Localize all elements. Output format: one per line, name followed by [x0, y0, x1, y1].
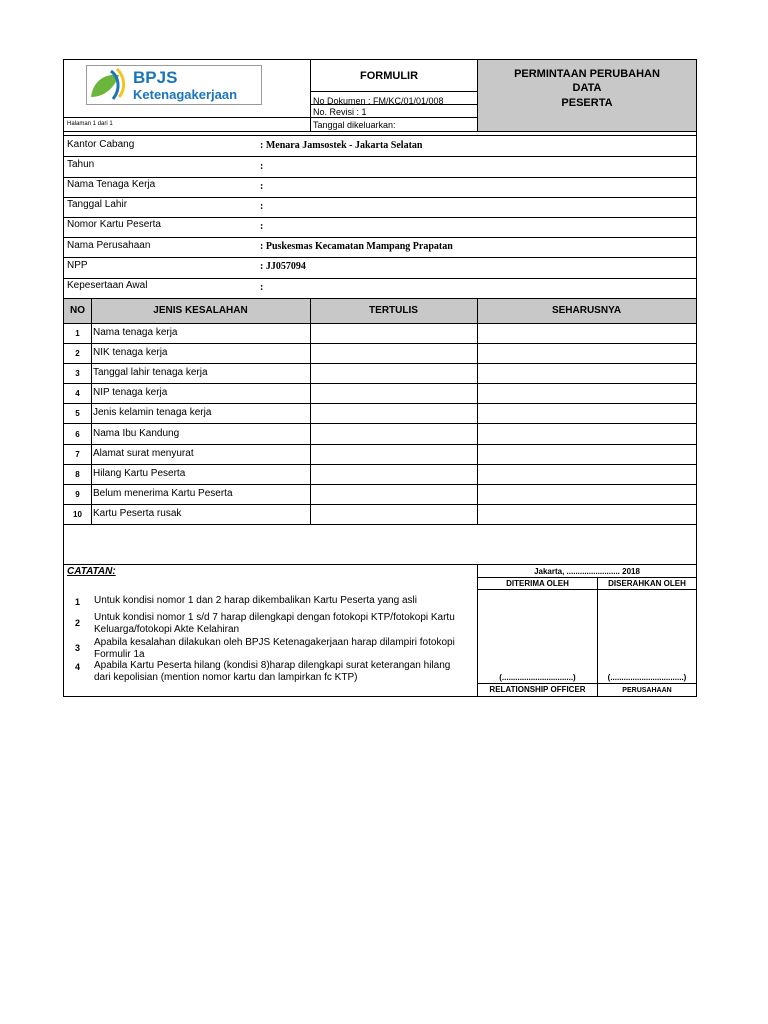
- info-value-nomor-kartu[interactable]: :: [260, 221, 264, 232]
- info-value-tahun[interactable]: :: [260, 161, 264, 172]
- info-label-kantor-cabang: Kantor Cabang: [67, 139, 135, 150]
- change-request-form: [63, 59, 697, 697]
- row-jenis-kesalahan: Alamat surat menyurat: [93, 448, 194, 459]
- info-value-kantor-cabang[interactable]: : Menara Jamsostek - Jakarta Selatan: [260, 140, 423, 151]
- form-title-line-3: PESERTA: [561, 97, 613, 109]
- row-jenis-kesalahan: NIP tenaga kerja: [93, 387, 168, 398]
- signature-blank-right: (.................................): [607, 673, 687, 682]
- row-number: 2: [75, 349, 80, 358]
- info-label-npp: NPP: [67, 260, 88, 271]
- row-number: 4: [75, 389, 80, 398]
- signature-area-received[interactable]: [478, 590, 597, 672]
- note-number: 3: [75, 643, 81, 653]
- row-number: 3: [75, 369, 80, 378]
- row-number: 6: [75, 430, 80, 439]
- info-label-kepesertaan-awal: Kepesertaan Awal: [67, 280, 148, 291]
- logo-name: BPJS: [133, 68, 178, 87]
- handed-by-label: DISERAHKAN OLEH: [608, 579, 686, 588]
- row-jenis-kesalahan: Tanggal lahir tenaga kerja: [93, 367, 208, 378]
- note-text: Untuk kondisi nomor 1 dan 2 harap dikembalikan Kartu Peserta yang asli: [94, 595, 417, 606]
- row-jenis-kesalahan: Nama tenaga kerja: [93, 327, 178, 338]
- col-header-tertulis: TERTULIS: [369, 305, 418, 316]
- col-header-no: NO: [70, 305, 85, 316]
- role-perusahaan: PERUSAHAAN: [622, 687, 672, 694]
- info-value-kepesertaan-awal[interactable]: :: [260, 282, 264, 293]
- note-number: 2: [75, 618, 81, 628]
- info-label-tanggal-lahir: Tanggal Lahir: [67, 199, 128, 210]
- signature-area-handed[interactable]: [598, 590, 696, 672]
- note-text: dari kepolisian (mention nomor kartu dan lampirkan fc KTP): [94, 672, 358, 683]
- note-text: Apabila Kartu Peserta hilang (kondisi 8)harap dilengkapi surat keterangan hilang: [94, 660, 451, 671]
- row-number: 10: [73, 510, 82, 519]
- info-label-nama-perusahaan: Nama Perusahaan: [67, 240, 151, 251]
- notes-title: CATATAN:: [67, 566, 116, 577]
- place-date[interactable]: Jakarta, ........................ 2018: [534, 567, 640, 576]
- note-number: 4: [75, 662, 81, 672]
- row-jenis-kesalahan: Belum menerima Kartu Peserta: [93, 488, 233, 499]
- info-value-nama-perusahaan[interactable]: : Puskesmas Kecamatan Mampang Prapatan: [260, 241, 453, 252]
- row-jenis-kesalahan: Nama Ibu Kandung: [93, 428, 180, 439]
- role-relationship-officer: RELATIONSHIP OFFICER: [489, 685, 586, 694]
- col-header-jenis-kesalahan: JENIS KESALAHAN: [153, 305, 248, 316]
- info-label-nomor-kartu: Nomor Kartu Peserta: [67, 219, 161, 230]
- bpjs-leaf-icon: [89, 67, 129, 103]
- revision-number: No. Revisi : 1: [313, 107, 367, 117]
- info-value-tanggal-lahir[interactable]: :: [260, 201, 264, 212]
- logo: [86, 65, 262, 105]
- info-value-npp[interactable]: : JJ057094: [260, 261, 306, 272]
- note-text: Formulir 1a: [94, 649, 145, 660]
- logo-subtitle: Ketenagakerjaan: [133, 87, 238, 102]
- note-number: 1: [75, 597, 81, 607]
- info-label-nama-tenaga-kerja: Nama Tenaga Kerja: [67, 179, 156, 190]
- doc-number: No Dokumen : FM/KC/01/01/008: [313, 96, 444, 106]
- col-header-seharusnya: SEHARUSNYA: [551, 305, 622, 316]
- form-title-line-2: DATA: [572, 82, 602, 94]
- note-text: Keluarga/fotokopi Akte Kelahiran: [94, 624, 240, 635]
- page-info: Halaman 1 dari 1: [67, 121, 113, 127]
- received-by-label: DITERIMA OLEH: [506, 579, 569, 588]
- info-label-tahun: Tahun: [67, 159, 95, 170]
- row-number: 5: [75, 409, 80, 418]
- formulir-label: FORMULIR: [360, 70, 419, 82]
- row-jenis-kesalahan: Hilang Kartu Peserta: [93, 468, 186, 479]
- issued-date: Tanggal dikeluarkan:: [313, 120, 396, 130]
- row-jenis-kesalahan: Jenis kelamin tenaga kerja: [93, 407, 212, 418]
- note-text: Apabila kesalahan dilakukan oleh BPJS Ketenagakerjaan harap dilampiri fotokopi: [94, 637, 455, 648]
- row-number: 1: [75, 329, 80, 338]
- row-number: 7: [75, 450, 80, 459]
- signature-blank-left: (................................): [499, 673, 576, 682]
- row-jenis-kesalahan: Kartu Peserta rusak: [93, 508, 182, 519]
- row-jenis-kesalahan: NIK tenaga kerja: [93, 347, 168, 358]
- info-value-nama-tenaga-kerja[interactable]: :: [260, 181, 264, 192]
- form-title-line-1: PERMINTAAN PERUBAHAN: [514, 68, 660, 80]
- row-number: 8: [75, 470, 80, 479]
- row-number: 9: [75, 490, 80, 499]
- note-text: Untuk kondisi nomor 1 s/d 7 harap dilengkapi dengan fotokopi KTP/fotokopi Kartu: [94, 612, 455, 623]
